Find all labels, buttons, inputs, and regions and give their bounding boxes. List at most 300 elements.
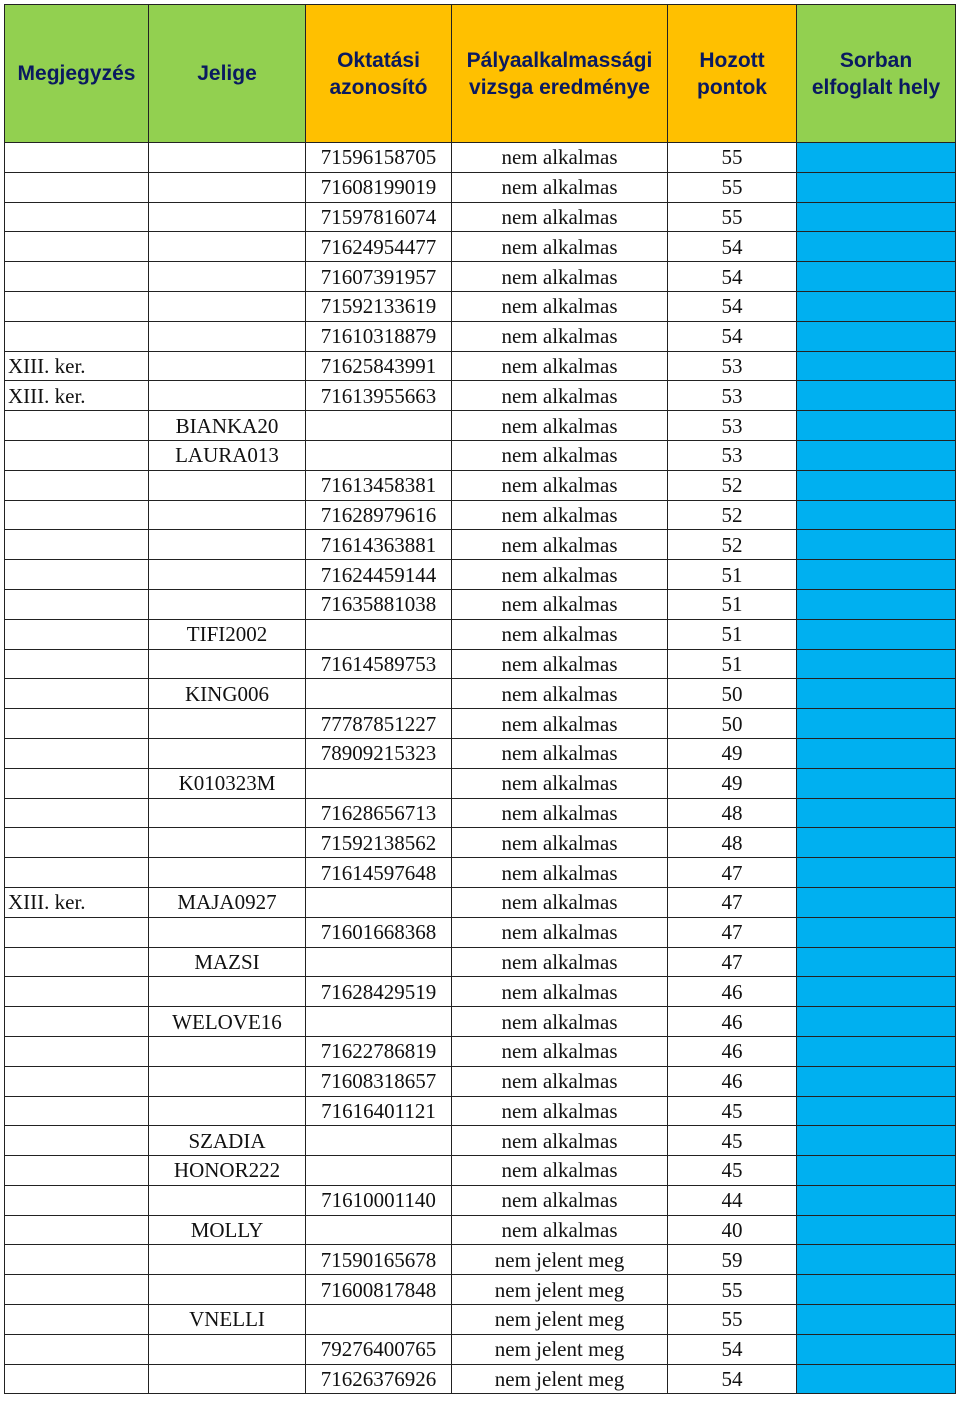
table-row [5, 381, 956, 411]
result-cell: nem alkalmas [452, 232, 668, 262]
id-cell: 71616401121 [306, 1096, 452, 1126]
note-cell [5, 1305, 149, 1335]
note-cell [5, 470, 149, 500]
table-row [5, 1185, 956, 1215]
points-cell: 53 [668, 351, 797, 381]
place-cell [797, 1007, 956, 1037]
code-cell [149, 470, 306, 500]
note-cell [5, 798, 149, 828]
result-cell: nem alkalmas [452, 381, 668, 411]
result-cell: nem alkalmas [452, 440, 668, 470]
id-cell: 71601668368 [306, 917, 452, 947]
header-result: Pályaalkalmassági vizsga eredménye [452, 5, 668, 143]
points-cell: 48 [668, 828, 797, 858]
result-cell: nem alkalmas [452, 500, 668, 530]
id-cell: 71608199019 [306, 172, 452, 202]
table-row [5, 828, 956, 858]
result-cell: nem alkalmas [452, 619, 668, 649]
code-cell [149, 977, 306, 1007]
id-cell [306, 440, 452, 470]
place-cell [797, 709, 956, 739]
code-cell: SZADIA [149, 1126, 306, 1156]
code-cell [149, 321, 306, 351]
id-cell [306, 1305, 452, 1335]
code-cell: KING006 [149, 679, 306, 709]
result-cell: nem alkalmas [452, 977, 668, 1007]
points-cell: 59 [668, 1245, 797, 1275]
result-cell: nem alkalmas [452, 679, 668, 709]
code-cell [149, 202, 306, 232]
points-cell: 54 [668, 1334, 797, 1364]
note-cell [5, 738, 149, 768]
note-cell: XIII. ker. [5, 351, 149, 381]
note-cell [5, 291, 149, 321]
id-cell: 71628979616 [306, 500, 452, 530]
id-cell: 71610001140 [306, 1185, 452, 1215]
id-cell: 77787851227 [306, 709, 452, 739]
note-cell [5, 977, 149, 1007]
table-row [5, 709, 956, 739]
place-cell [797, 917, 956, 947]
place-cell [797, 828, 956, 858]
points-cell: 52 [668, 530, 797, 560]
note-cell [5, 1215, 149, 1245]
points-cell: 51 [668, 560, 797, 590]
table-row [5, 738, 956, 768]
place-cell [797, 1156, 956, 1186]
table-row [5, 530, 956, 560]
result-cell: nem jelent meg [452, 1305, 668, 1335]
header-id: Oktatási azonosító [306, 5, 452, 143]
place-cell [797, 1036, 956, 1066]
id-cell: 71625843991 [306, 351, 452, 381]
result-cell: nem alkalmas [452, 887, 668, 917]
place-cell [797, 172, 956, 202]
code-cell: MOLLY [149, 1215, 306, 1245]
table-row [5, 202, 956, 232]
id-cell: 78909215323 [306, 738, 452, 768]
note-cell [5, 172, 149, 202]
result-cell: nem alkalmas [452, 1156, 668, 1186]
points-cell: 54 [668, 232, 797, 262]
place-cell [797, 1096, 956, 1126]
code-cell [149, 560, 306, 590]
table-row [5, 619, 956, 649]
place-cell [797, 291, 956, 321]
table-row [5, 1007, 956, 1037]
table-row [5, 560, 956, 590]
id-cell: 71635881038 [306, 589, 452, 619]
table-row [5, 1215, 956, 1245]
result-cell: nem jelent meg [452, 1275, 668, 1305]
note-cell [5, 1364, 149, 1394]
code-cell [149, 917, 306, 947]
points-cell: 53 [668, 411, 797, 441]
place-cell [797, 1364, 956, 1394]
place-cell [797, 1334, 956, 1364]
place-cell [797, 411, 956, 441]
id-cell: 71614589753 [306, 649, 452, 679]
table-body [5, 143, 956, 1394]
result-cell: nem alkalmas [452, 143, 668, 173]
place-cell [797, 738, 956, 768]
result-cell: nem alkalmas [452, 798, 668, 828]
note-cell [5, 1275, 149, 1305]
code-cell: TIFI2002 [149, 619, 306, 649]
code-cell [149, 738, 306, 768]
code-cell [149, 1275, 306, 1305]
result-cell: nem alkalmas [452, 768, 668, 798]
points-cell: 52 [668, 500, 797, 530]
place-cell [797, 977, 956, 1007]
table-row [5, 798, 956, 828]
code-cell [149, 1185, 306, 1215]
result-cell: nem jelent meg [452, 1364, 668, 1394]
code-cell [149, 858, 306, 888]
result-cell: nem alkalmas [452, 351, 668, 381]
table-row [5, 321, 956, 351]
note-cell [5, 589, 149, 619]
result-cell: nem alkalmas [452, 589, 668, 619]
code-cell [149, 232, 306, 262]
points-cell: 49 [668, 768, 797, 798]
points-cell: 55 [668, 172, 797, 202]
note-cell [5, 649, 149, 679]
id-cell: 71592133619 [306, 291, 452, 321]
id-cell: 71622786819 [306, 1036, 452, 1066]
table-row [5, 1334, 956, 1364]
id-cell [306, 619, 452, 649]
header-place: Sorban elfoglalt hely [797, 5, 956, 143]
result-cell: nem alkalmas [452, 1126, 668, 1156]
place-cell [797, 1275, 956, 1305]
id-cell [306, 411, 452, 441]
result-cell: nem alkalmas [452, 202, 668, 232]
points-cell: 47 [668, 858, 797, 888]
table-row [5, 1364, 956, 1394]
code-cell [149, 262, 306, 292]
result-cell: nem alkalmas [452, 321, 668, 351]
id-cell: 71626376926 [306, 1364, 452, 1394]
id-cell: 71624954477 [306, 232, 452, 262]
code-cell: VNELLI [149, 1305, 306, 1335]
result-cell: nem alkalmas [452, 947, 668, 977]
note-cell [5, 917, 149, 947]
results-table [4, 4, 956, 1394]
points-cell: 50 [668, 709, 797, 739]
table-row [5, 172, 956, 202]
code-cell: MAZSI [149, 947, 306, 977]
points-cell: 51 [668, 619, 797, 649]
code-cell [149, 828, 306, 858]
points-cell: 47 [668, 887, 797, 917]
id-cell: 71614363881 [306, 530, 452, 560]
code-cell [149, 530, 306, 560]
place-cell [797, 351, 956, 381]
id-cell: 71608318657 [306, 1066, 452, 1096]
note-cell [5, 1245, 149, 1275]
points-cell: 45 [668, 1096, 797, 1126]
place-cell [797, 232, 956, 262]
result-cell: nem alkalmas [452, 262, 668, 292]
header-row [5, 5, 956, 143]
note-cell [5, 828, 149, 858]
id-cell: 71613955663 [306, 381, 452, 411]
place-cell [797, 947, 956, 977]
note-cell [5, 1156, 149, 1186]
table-row [5, 679, 956, 709]
place-cell [797, 1066, 956, 1096]
id-cell: 71607391957 [306, 262, 452, 292]
note-cell [5, 262, 149, 292]
code-cell [149, 589, 306, 619]
table-row [5, 649, 956, 679]
note-cell [5, 947, 149, 977]
points-cell: 54 [668, 321, 797, 351]
table-row [5, 887, 956, 917]
result-cell: nem alkalmas [452, 172, 668, 202]
place-cell [797, 262, 956, 292]
place-cell [797, 768, 956, 798]
place-cell [797, 858, 956, 888]
id-cell: 71610318879 [306, 321, 452, 351]
code-cell [149, 1245, 306, 1275]
table-row [5, 1275, 956, 1305]
table-header [5, 5, 956, 143]
note-cell: XIII. ker. [5, 887, 149, 917]
id-cell: 71628656713 [306, 798, 452, 828]
table-row [5, 1036, 956, 1066]
note-cell [5, 1066, 149, 1096]
place-cell [797, 381, 956, 411]
table-row [5, 351, 956, 381]
table-row [5, 262, 956, 292]
id-cell: 71592138562 [306, 828, 452, 858]
points-cell: 54 [668, 291, 797, 321]
place-cell [797, 1215, 956, 1245]
place-cell [797, 560, 956, 590]
place-cell [797, 589, 956, 619]
result-cell: nem alkalmas [452, 530, 668, 560]
place-cell [797, 321, 956, 351]
note-cell [5, 232, 149, 262]
note-cell [5, 1334, 149, 1364]
result-cell: nem alkalmas [452, 738, 668, 768]
place-cell [797, 679, 956, 709]
id-cell [306, 768, 452, 798]
id-cell [306, 679, 452, 709]
id-cell: 71590165678 [306, 1245, 452, 1275]
note-cell [5, 500, 149, 530]
code-cell [149, 798, 306, 828]
table-row [5, 1066, 956, 1096]
code-cell [149, 143, 306, 173]
note-cell [5, 1185, 149, 1215]
result-cell: nem alkalmas [452, 1215, 668, 1245]
note-cell [5, 411, 149, 441]
id-cell: 79276400765 [306, 1334, 452, 1364]
table-row [5, 470, 956, 500]
id-cell [306, 887, 452, 917]
place-cell [797, 887, 956, 917]
points-cell: 54 [668, 262, 797, 292]
table-row [5, 232, 956, 262]
result-cell: nem alkalmas [452, 411, 668, 441]
result-cell: nem alkalmas [452, 1066, 668, 1096]
code-cell [149, 500, 306, 530]
result-cell: nem jelent meg [452, 1334, 668, 1364]
points-cell: 47 [668, 917, 797, 947]
code-cell: BIANKA20 [149, 411, 306, 441]
header-points: Hozott pontok [668, 5, 797, 143]
id-cell: 71600817848 [306, 1275, 452, 1305]
table-row [5, 440, 956, 470]
note-cell [5, 202, 149, 232]
code-cell [149, 1096, 306, 1126]
table-row [5, 768, 956, 798]
result-cell: nem jelent meg [452, 1245, 668, 1275]
table-row [5, 143, 956, 173]
place-cell [797, 143, 956, 173]
place-cell [797, 619, 956, 649]
note-cell: XIII. ker. [5, 381, 149, 411]
note-cell [5, 143, 149, 173]
table-row [5, 977, 956, 1007]
points-cell: 44 [668, 1185, 797, 1215]
code-cell [149, 351, 306, 381]
points-cell: 46 [668, 977, 797, 1007]
place-cell [797, 530, 956, 560]
id-cell: 71624459144 [306, 560, 452, 590]
points-cell: 53 [668, 381, 797, 411]
code-cell [149, 1334, 306, 1364]
code-cell [149, 709, 306, 739]
points-cell: 54 [668, 1364, 797, 1394]
code-cell [149, 1066, 306, 1096]
place-cell [797, 440, 956, 470]
note-cell [5, 858, 149, 888]
id-cell [306, 1215, 452, 1245]
points-cell: 51 [668, 649, 797, 679]
code-cell: MAJA0927 [149, 887, 306, 917]
place-cell [797, 1305, 956, 1335]
code-cell [149, 1364, 306, 1394]
note-cell [5, 321, 149, 351]
note-cell [5, 1036, 149, 1066]
note-cell [5, 530, 149, 560]
note-cell [5, 619, 149, 649]
points-cell: 55 [668, 1305, 797, 1335]
place-cell [797, 649, 956, 679]
points-cell: 51 [668, 589, 797, 619]
note-cell [5, 709, 149, 739]
points-cell: 45 [668, 1126, 797, 1156]
note-cell [5, 1007, 149, 1037]
points-cell: 48 [668, 798, 797, 828]
table-row [5, 1245, 956, 1275]
points-cell: 46 [668, 1066, 797, 1096]
header-code: Jelige [149, 5, 306, 143]
result-cell: nem alkalmas [452, 1185, 668, 1215]
points-cell: 49 [668, 738, 797, 768]
points-cell: 50 [668, 679, 797, 709]
points-cell: 46 [668, 1036, 797, 1066]
note-cell [5, 560, 149, 590]
id-cell [306, 947, 452, 977]
points-cell: 55 [668, 202, 797, 232]
table-row [5, 858, 956, 888]
table-row [5, 947, 956, 977]
result-cell: nem alkalmas [452, 858, 668, 888]
points-cell: 53 [668, 440, 797, 470]
place-cell [797, 1245, 956, 1275]
place-cell [797, 202, 956, 232]
code-cell [149, 172, 306, 202]
result-cell: nem alkalmas [452, 1096, 668, 1126]
result-cell: nem alkalmas [452, 470, 668, 500]
result-cell: nem alkalmas [452, 560, 668, 590]
code-cell: K010323M [149, 768, 306, 798]
result-cell: nem alkalmas [452, 1007, 668, 1037]
note-cell [5, 440, 149, 470]
code-cell [149, 381, 306, 411]
points-cell: 45 [668, 1156, 797, 1186]
result-cell: nem alkalmas [452, 828, 668, 858]
id-cell: 71613458381 [306, 470, 452, 500]
place-cell [797, 1126, 956, 1156]
code-cell [149, 649, 306, 679]
header-note: Megjegyzés [5, 5, 149, 143]
place-cell [797, 500, 956, 530]
note-cell [5, 1126, 149, 1156]
table-row [5, 917, 956, 947]
code-cell [149, 291, 306, 321]
id-cell: 71597816074 [306, 202, 452, 232]
id-cell [306, 1126, 452, 1156]
table-row [5, 411, 956, 441]
table-row [5, 1156, 956, 1186]
points-cell: 46 [668, 1007, 797, 1037]
table-row [5, 1126, 956, 1156]
table-row [5, 589, 956, 619]
id-cell [306, 1007, 452, 1037]
place-cell [797, 470, 956, 500]
code-cell: LAURA013 [149, 440, 306, 470]
code-cell: WELOVE16 [149, 1007, 306, 1037]
table-row [5, 291, 956, 321]
id-cell: 71614597648 [306, 858, 452, 888]
result-cell: nem alkalmas [452, 709, 668, 739]
place-cell [797, 1185, 956, 1215]
note-cell [5, 1096, 149, 1126]
place-cell [797, 798, 956, 828]
code-cell [149, 1036, 306, 1066]
points-cell: 47 [668, 947, 797, 977]
id-cell [306, 1156, 452, 1186]
table-row [5, 1305, 956, 1335]
id-cell: 71596158705 [306, 143, 452, 173]
points-cell: 55 [668, 1275, 797, 1305]
code-cell: HONOR222 [149, 1156, 306, 1186]
id-cell: 71628429519 [306, 977, 452, 1007]
table-row [5, 500, 956, 530]
result-cell: nem alkalmas [452, 1036, 668, 1066]
points-cell: 55 [668, 143, 797, 173]
table-row [5, 1096, 956, 1126]
result-cell: nem alkalmas [452, 649, 668, 679]
points-cell: 52 [668, 470, 797, 500]
note-cell [5, 768, 149, 798]
